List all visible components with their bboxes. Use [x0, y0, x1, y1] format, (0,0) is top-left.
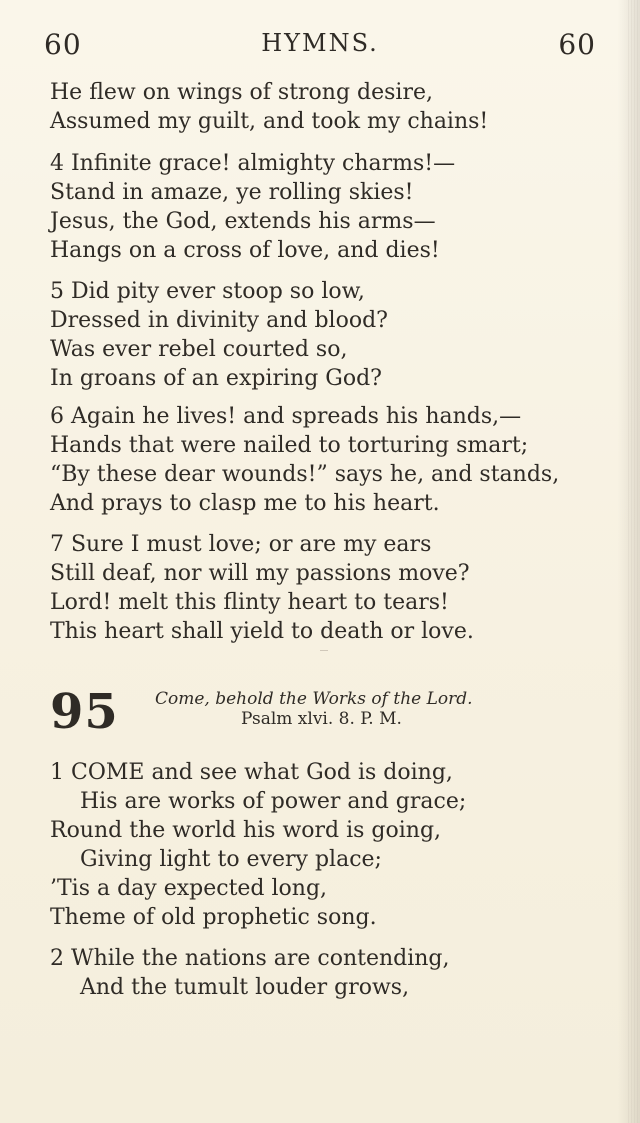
hymn-line: 2 While the nations are contending, — [50, 946, 450, 971]
hymn-verse-1 — [50, 758, 600, 932]
hymn-line: And the tumult louder grows, — [80, 975, 410, 1000]
hymn-title-block — [155, 690, 600, 730]
verse-6 — [50, 402, 600, 518]
hymn-line: His are works of power and grace; — [80, 789, 467, 814]
hymn-number: 95 — [50, 684, 119, 740]
verse-line: This heart shall yield to death or love. — [50, 619, 474, 644]
verse-line: In groans of an expiring God? — [50, 366, 382, 391]
hymn-line: Round the world his word is going, — [50, 818, 442, 843]
hymn-source: Psalm xlvi. 8. P. M. — [241, 709, 402, 729]
hymn-line: ’Tis a day expected long, — [50, 876, 328, 901]
verse-line: Assumed my guilt, and took my chains! — [50, 109, 489, 134]
hymn-heading — [50, 684, 600, 740]
printer-mark — [320, 650, 328, 651]
verse-line: Was ever rebel courted so, — [50, 337, 348, 362]
hymn-line: Theme of old prophetic song. — [50, 905, 377, 930]
hymn-title: Come, behold the Works of the Lord. — [155, 689, 473, 709]
running-header-right-number: 60 — [558, 28, 596, 61]
hymn-line: 1 COME and see what God is doing, — [50, 760, 453, 785]
verse-line: 6 Again he lives! and spreads his hands,— — [50, 404, 522, 429]
verse-line: “By these dear wounds!” says he, and stands, — [50, 462, 560, 487]
verse-4 — [50, 149, 600, 265]
verse-continuation — [50, 78, 600, 136]
verse-line: Hands that were nailed to torturing smart; — [50, 433, 529, 458]
running-header-left-number: 60 — [44, 28, 82, 61]
verse-line: Dressed in divinity and blood? — [50, 308, 388, 333]
verse-line: Still deaf, nor will my passions move? — [50, 561, 470, 586]
page-edge — [628, 0, 640, 1123]
verse-line: Stand in amaze, ye rolling skies! — [50, 180, 414, 205]
verse-line: 4 Infinite grace! almighty charms!— — [50, 151, 456, 176]
verse-line: 7 Sure I must love; or are my ears — [50, 532, 432, 557]
verse-line: And prays to clasp me to his heart. — [50, 491, 440, 516]
verse-7 — [50, 530, 600, 646]
verse-line: 5 Did pity ever stoop so low, — [50, 279, 365, 304]
verse-line: He flew on wings of strong desire, — [50, 80, 434, 105]
hymn-verse-2 — [50, 944, 600, 1002]
verse-line: Lord! melt this flinty heart to tears! — [50, 590, 449, 615]
page-header — [44, 28, 596, 68]
running-header-title: HYMNS. — [261, 29, 379, 57]
verse-5 — [50, 277, 600, 393]
verse-line: Jesus, the God, extends his arms— — [50, 209, 436, 234]
verse-line: Hangs on a cross of love, and dies! — [50, 238, 440, 263]
hymn-line: Giving light to every place; — [80, 847, 382, 872]
